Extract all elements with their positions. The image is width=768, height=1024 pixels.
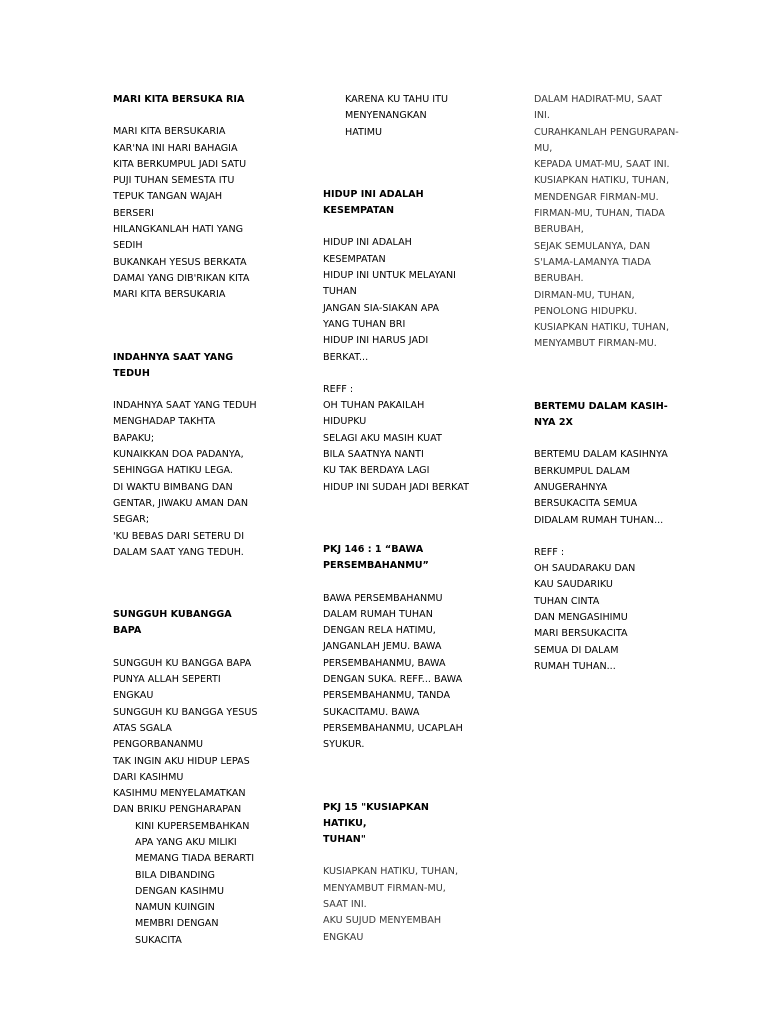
lyric-line: HIDUP INI SUDAH JADI BERKAT (323, 481, 469, 493)
lyric-line: SEMUA DI DALAM (534, 644, 619, 656)
lyric-line: SYUKUR. (323, 739, 365, 751)
lyrics-block (323, 92, 473, 141)
lyric-line: TEPUK TANGAN WAJAH (113, 191, 223, 203)
lyric-line: INDAHNYA SAAT YANG TEDUH (113, 400, 257, 412)
lyric-line: 'KU BEBAS DARI SETERU DI (113, 530, 245, 542)
lyric-line: MARI KITA BERSUKARIA (113, 289, 226, 301)
lyric-line: KITA BERKUMPUL JADI SATU (113, 158, 247, 170)
lyric-line: MU, (534, 142, 553, 154)
lyric-line: INI. (534, 110, 550, 122)
lyric-line: DAMAI YANG DIB'RIKAN KITA (113, 272, 250, 284)
lyric-line: HILANGKANLAH HATI YANG (113, 224, 244, 236)
reff-block (534, 545, 684, 675)
lyric-line: SUNGGUH KU BANGGA BAPA (113, 657, 252, 669)
lyric-line: KEPADA UMAT-MU, SAAT INI. (534, 159, 670, 171)
lyric-line: DIDALAM RUMAH TUHAN... (534, 514, 664, 526)
lyric-line: RUMAH TUHAN... (534, 660, 616, 672)
lyric-line: DI WAKTU BIMBANG DAN (113, 481, 233, 493)
lyrics-block (113, 124, 263, 303)
lyric-line: DENGAN RELA HATIMU, (323, 625, 436, 637)
lyric-line: SUKACITA (135, 934, 182, 946)
lyric-line: KUSIAPKAN HATIKU, TUHAN, (534, 175, 669, 187)
lyric-line: MENYAMBUT FIRMAN-MU, (323, 882, 446, 894)
lyric-line: KASIHMU MENYELAMATKAN (113, 788, 246, 800)
lyric-line: ANUGERAHNYA (534, 481, 608, 493)
lyric-line: S'LAMA-LAMANYA TIADA (534, 256, 651, 268)
lyric-line: PENGORBANANMU (113, 739, 204, 751)
lyrics-block (113, 656, 263, 949)
lyric-line: TUHAN CINTA (534, 595, 600, 607)
lyric-line: DAN MENGASIHIMU (534, 612, 628, 624)
song-title: TEDUH (113, 367, 150, 379)
song-title: BERTEMU DALAM KASIH- (534, 400, 668, 412)
lyric-line: JANGANLAH JEMU. BAWA (323, 641, 442, 653)
lyric-line: KUNAIKKAN DOA PADANYA, (113, 449, 244, 461)
lyric-line: HIDUP INI ADALAH (323, 237, 412, 249)
lyric-line: JANGAN SIA-SIAKAN APA (323, 302, 440, 314)
lyric-line: OH TUHAN PAKAILAH (323, 400, 425, 412)
lyric-line: REFF : (323, 383, 354, 395)
song-title: INDAHNYA SAAT YANG (113, 351, 234, 363)
lyrics-block (534, 92, 684, 353)
lyric-line: YANG TUHAN BRI (323, 318, 406, 330)
lyric-line: BERSUKACITA SEMUA (534, 498, 638, 510)
lyric-line: SEHINGGA HATIKU LEGA. (113, 465, 233, 477)
column-3 (534, 92, 684, 675)
lyric-line: MENGHADAP TAKHTA (113, 416, 216, 428)
lyric-line: BAPAKU; (113, 432, 155, 444)
lyric-line: KU TAK BERDAYA LAGI (323, 465, 430, 477)
lyric-line: SELAGI AKU MASIH KUAT (323, 432, 442, 444)
lyric-line: PERSEMBAHANMU, TANDA (323, 690, 451, 702)
lyric-line: BERSERI (113, 207, 154, 219)
lyric-line: DENGAN KASIHMU (135, 885, 224, 897)
lyric-line: SAAT INI. (323, 898, 367, 910)
lyric-line: BUKANKAH YESUS BERKATA (113, 256, 247, 268)
lyric-line: BERKUMPUL DALAM (534, 465, 631, 477)
lyric-line: BERUBAH, (534, 224, 584, 236)
song-title: MARI KITA BERSUKA RIA (113, 94, 245, 105)
song-title: PERSEMBAHANMU” (323, 560, 429, 572)
song-title: HIDUP INI ADALAH (323, 188, 424, 200)
lyric-line: PUJI TUHAN SEMESTA ITU (113, 175, 235, 187)
lyric-line: KAU SAUDARIKU (534, 579, 613, 591)
song-title: PKJ 146 : 1 “BAWA (323, 543, 424, 555)
lyric-line: BILA SAATNYA NANTI (323, 449, 424, 461)
lyric-line: BERKAT... (323, 351, 369, 363)
lyrics-block (323, 864, 473, 945)
lyric-line: APA YANG AKU MILIKI (135, 836, 237, 848)
lyric-line: ATAS SGALA (113, 722, 172, 734)
song-title: NYA 2X (534, 417, 573, 429)
lyric-line: MARI BERSUKACITA (534, 628, 628, 640)
lyric-line: DALAM RUMAH TUHAN (323, 608, 433, 620)
lyric-line: HIDUP INI HARUS JADI (323, 335, 429, 347)
lyric-line: SEGAR; (113, 514, 150, 526)
lyric-line: DIRMAN-MU, TUHAN, (534, 289, 635, 301)
lyric-line: ENGKAU (113, 690, 154, 702)
lyric-line: TAK INGIN AKU HIDUP LEPAS (113, 755, 250, 767)
reff-block (323, 382, 473, 496)
lyric-line: DAN BRIKU PENGHARAPAN (113, 804, 242, 816)
lyric-line: MENYAMBUT FIRMAN-MU. (534, 338, 657, 350)
lyric-line: PENOLONG HIDUPKU. (534, 305, 638, 317)
lyric-line: PERSEMBAHANMU, BAWA (323, 657, 446, 669)
lyric-line: REFF : (534, 546, 565, 558)
lyric-line: MENDENGAR FIRMAN-MU. (534, 191, 659, 203)
lyric-line: DARI KASIHMU (113, 771, 184, 783)
lyric-line: HATIMU (345, 126, 383, 138)
column-2 (323, 92, 473, 946)
lyric-line: KINI KUPERSEMBAHKAN (135, 820, 250, 832)
lyric-line: MARI KITA BERSUKARIA (113, 126, 226, 138)
lyric-line: PERSEMBAHANMU, UCAPLAH (323, 722, 463, 734)
column-1 (113, 92, 263, 949)
lyric-line: SEDIH (113, 240, 143, 252)
lyric-line: MEMANG TIADA BERARTI (135, 853, 255, 865)
lyrics-block (113, 398, 263, 561)
lyric-line: TUHAN (323, 286, 357, 298)
lyric-line: BERTEMU DALAM KASIHNYA (534, 449, 668, 461)
lyric-line: AKU SUJUD MENYEMBAH (323, 915, 442, 927)
lyric-line: KUSIAPKAN HATIKU, TUHAN, (534, 322, 669, 334)
lyric-line: KUSIAPKAN HATIKU, TUHAN, (323, 866, 458, 878)
song-title: TUHAN" (323, 834, 366, 846)
lyrics-block (534, 447, 684, 528)
lyrics-block (323, 235, 473, 365)
lyric-line: MENYENANGKAN (345, 110, 427, 122)
song-title: KESEMPATAN (323, 205, 395, 217)
lyric-line: SEJAK SEMULANYA, DAN (534, 240, 651, 252)
lyric-line: DALAM HADIRAT-MU, SAAT (534, 94, 662, 105)
lyric-line: SUKACITAMU. BAWA (323, 706, 420, 718)
lyric-line: FIRMAN-MU, TUHAN, TIADA (534, 208, 665, 220)
lyric-line: BAWA PERSEMBAHANMU (323, 592, 443, 604)
lyric-line: DENGAN SUKA. REFF... BAWA (323, 674, 463, 686)
lyric-line: KAR'NA INI HARI BAHAGIA (113, 142, 238, 154)
lyric-line: ENGKAU (323, 931, 364, 943)
lyric-line: CURAHKANLAH PENGURAPAN- (534, 126, 679, 138)
lyric-line: PUNYA ALLAH SEPERTI (113, 674, 221, 686)
lyric-line: KESEMPATAN (323, 253, 386, 265)
lyric-line: NAMUN KUINGIN (135, 902, 215, 914)
lyric-line: BILA DIBANDING (135, 869, 215, 881)
lyric-line: MEMBRI DENGAN (135, 918, 219, 930)
lyric-line: BERUBAH. (534, 273, 584, 285)
lyric-line: HIDUPKU (323, 416, 367, 428)
lyric-line: HIDUP INI UNTUK MELAYANI (323, 270, 457, 282)
song-title: PKJ 15 "KUSIAPKAN HATIKU, (323, 801, 429, 829)
lyric-line: KARENA KU TAHU ITU (345, 94, 448, 105)
lyric-line: SUNGGUH KU BANGGA YESUS (113, 706, 258, 718)
lyric-line: DALAM SAAT YANG TEDUH. (113, 546, 244, 558)
lyric-line: OH SAUDARAKU DAN (534, 563, 636, 575)
lyric-line: GENTAR, JIWAKU AMAN DAN (113, 497, 248, 509)
lyrics-block (323, 591, 473, 754)
song-title: SUNGGUH KUBANGGA BAPA (113, 609, 232, 637)
